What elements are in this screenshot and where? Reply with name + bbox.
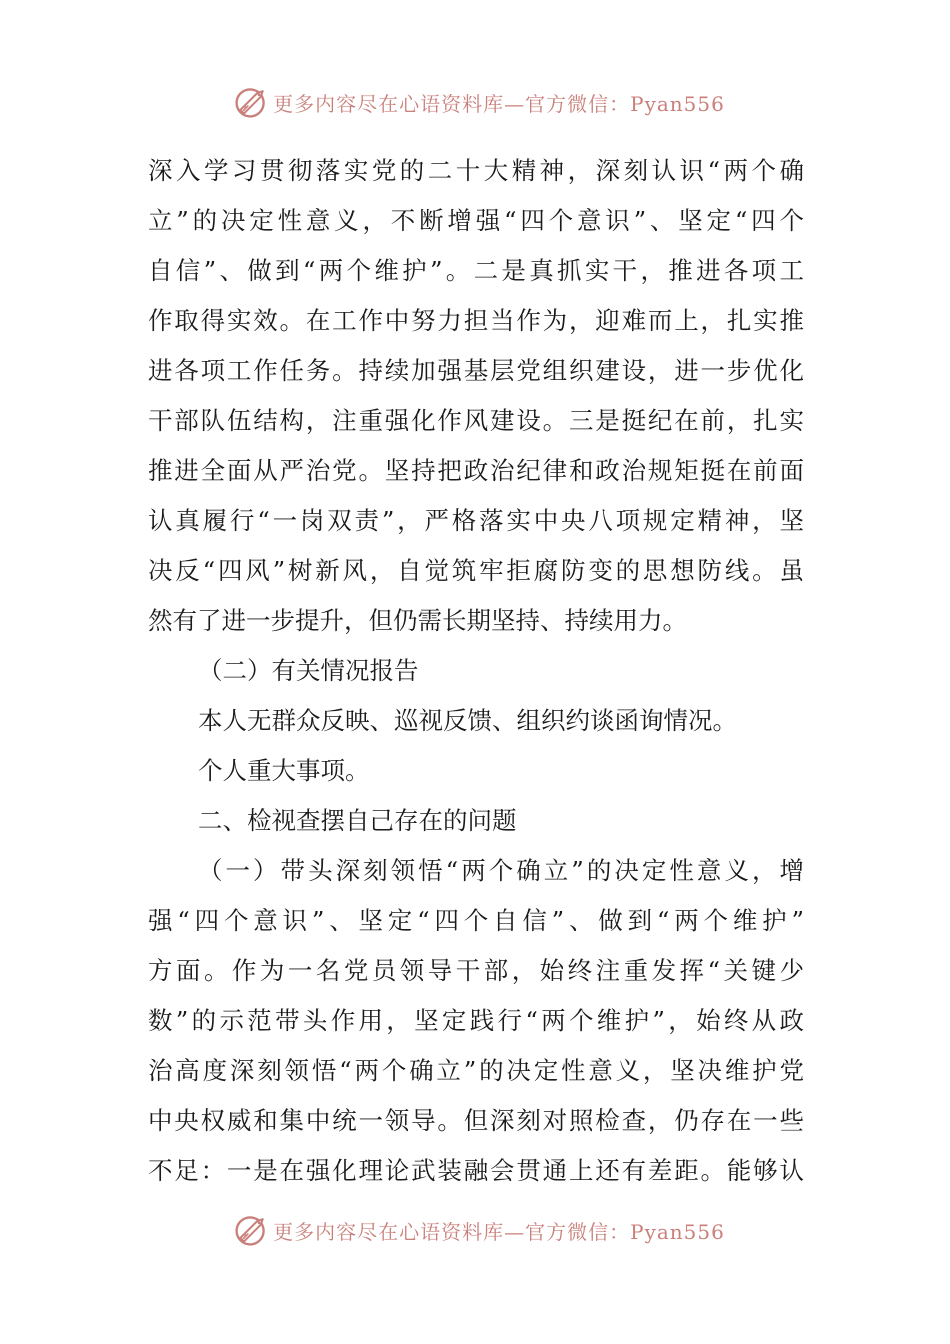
pen-nib-logo-icon — [233, 84, 269, 120]
footer-watermark — [0, 1210, 950, 1250]
text-line: （一）带头深刻领悟“两个确立”的决定性意义，增 — [198, 856, 804, 885]
pen-nib-logo-icon — [233, 1212, 269, 1248]
text-line: 数”的示范带头作用，坚定践行“两个维护”，始终从政 — [148, 1006, 804, 1035]
text-line: 认真履行“一岗双责”，严格落实中央八项规定精神，坚 — [148, 506, 804, 535]
text-line: 不足：一是在强化理论武装融会贯通上还有差距。能够认 — [148, 1156, 804, 1185]
text-line: 干部队伍结构，注重强化作风建设。三是挺纪在前，扎实 — [148, 406, 804, 435]
text-line: 进各项工作任务。持续加强基层党组织建设，进一步优化 — [148, 356, 804, 385]
text-line: 治高度深刻领悟“两个确立”的决定性意义，坚决维护党 — [148, 1056, 804, 1085]
text-line: 作取得实效。在工作中努力担当作为，迎难而上，扎实推 — [148, 306, 804, 335]
text-line: 深入学习贯彻落实党的二十大精神，深刻认识“两个确 — [148, 156, 804, 185]
text-line: 然有了进一步提升，但仍需长期坚持、持续用力。 — [148, 606, 687, 635]
text-line: 方面。作为一名党员领导干部，始终注重发挥“关键少 — [148, 956, 804, 985]
text-line: （二）有关情况报告 — [198, 656, 419, 685]
text-line: 决反“四风”树新风，自觉筑牢拒腐防变的思想防线。虽 — [148, 556, 804, 585]
document-body — [148, 146, 804, 1196]
text-line: 二、检视查摆自己存在的问题 — [198, 806, 517, 835]
text-line: 推进全面从严治党。坚持把政治纪律和政治规矩挺在前面 — [148, 456, 804, 485]
text-line: 立”的决定性意义，不断增强“四个意识”、坚定“四个 — [148, 206, 804, 235]
text-line: 中央权威和集中统一领导。但深刻对照检查，仍存在一些 — [148, 1106, 804, 1135]
watermark-text: 更多内容尽在心语资料库—官方微信：Pyan556 — [273, 1219, 725, 1244]
text-line: 强“四个意识”、坚定“四个自信”、做到“两个维护” — [148, 906, 804, 935]
text-line: 个人重大事项。 — [198, 756, 370, 785]
header-watermark — [0, 82, 950, 122]
watermark-text: 更多内容尽在心语资料库—官方微信：Pyan556 — [273, 91, 725, 116]
text-line: 自信”、做到“两个维护”。二是真抓实干，推进各项工 — [148, 256, 804, 285]
text-line: 本人无群众反映、巡视反馈、组织约谈函询情况。 — [198, 706, 737, 735]
